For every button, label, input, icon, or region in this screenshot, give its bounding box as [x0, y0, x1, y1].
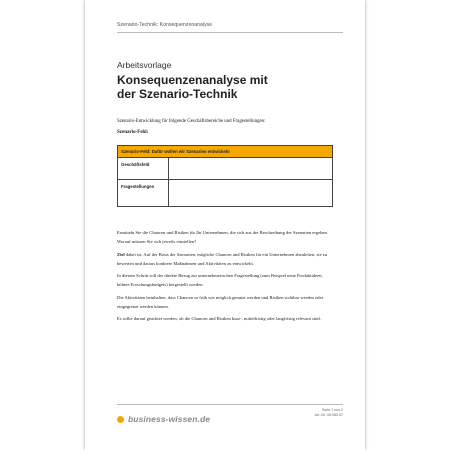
article-number: Art.-Nr. 06.080.07 [314, 413, 343, 418]
business-wissen-logo [117, 414, 210, 424]
table-header: Szenario-Feld: Dafür wollen wir Szenarien entwickeln [118, 146, 333, 158]
scenario-field-label: Szenario-Feld: [117, 130, 149, 135]
body-text [117, 228, 332, 327]
footer-divider [117, 404, 343, 405]
paragraph-2-text: dabei ist: Auf der Basis der Szenarien, mögliche Chancen und Risiken für ein Unternehmen abzuleiten, sie zu bewerten und daraus konkrete Maßnahmen und Aktivitäten zu entwickeln. [117, 251, 328, 266]
paragraph-1: Ermitteln Sie die Chancen und Risiken für Ihr Unternehmen, die sich aus der Beschreibung der Szenarien ergeben. Worauf müssen Sie sich jeweils einstellen? [117, 230, 328, 245]
paragraph-2-label: Ziel [117, 251, 125, 257]
paragraph-3: In diesem Schritt soll der direkte Bezug zur unternehmerischen Fragestellung (zum Beispiel neue Produktideen, höhere Forschungsbudgets) hergestellt werden. [117, 273, 323, 288]
logo-dot-icon [117, 416, 124, 423]
input-cell-geschaeftsfeld[interactable] [169, 158, 333, 180]
paragraph-2 [117, 250, 332, 268]
document-type: Arbeitsvorlage [117, 60, 172, 70]
title-line-2: der Szenario-Technik [117, 87, 238, 101]
document-title [117, 73, 347, 101]
row-label-fragestellungen: Fragestellungen [118, 180, 169, 207]
intro-text: Szenario-Entwicklung für folgende Geschäftsbereiche und Fragestellungen: [117, 119, 266, 124]
header-divider [117, 32, 343, 33]
document-page [85, 0, 365, 450]
logo-text: business-wissen.de [128, 414, 211, 424]
page-number: Seite 1 von 2 [322, 408, 343, 412]
paragraph-4: Die Aktivitäten beinhalten, dass Chancen so früh wie möglich genutzt werden und Risiken sichtbar werden oder eingegrenzt werden können. [117, 294, 324, 309]
paragraph-5: Es sollte darauf geachtet werden, ob die Chancen und Risiken kurz-, mittelfristig oder langfristig relevant sind. [117, 316, 321, 322]
row-label-geschaeftsfeld: Geschäftsfeld [118, 158, 169, 180]
running-header: Szenario-Technik: Konsequenzenanalyse [117, 22, 213, 28]
table-row [118, 158, 333, 180]
scenario-form-table [117, 145, 333, 207]
table-row [118, 180, 333, 207]
title-line-1: Konsequenzenanalyse mit [117, 73, 268, 87]
footer-meta [315, 408, 343, 418]
input-cell-fragestellungen[interactable] [169, 180, 333, 207]
